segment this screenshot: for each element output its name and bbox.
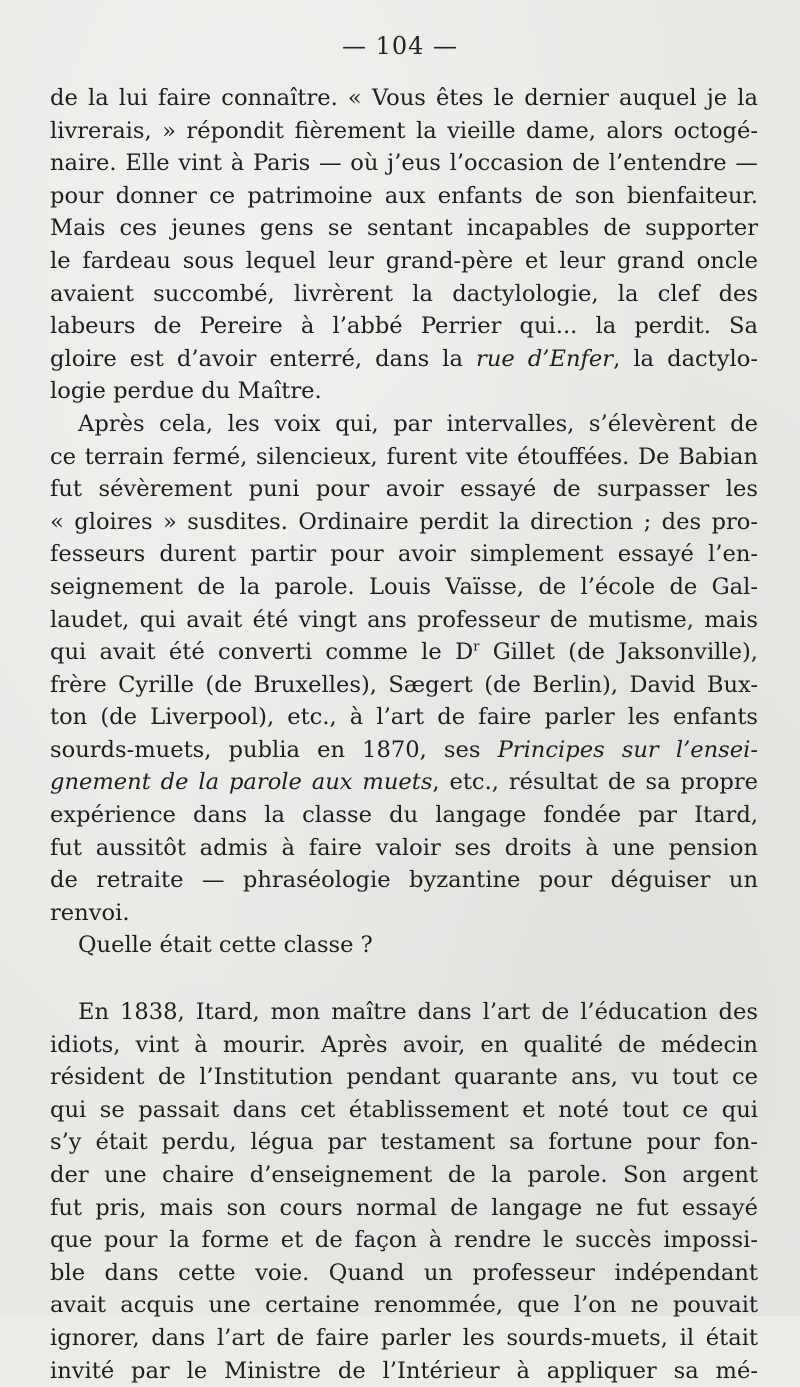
text-line: logie perdue du Maître. <box>50 378 322 405</box>
text-line: s’y était perdu, légua par testament sa fortune pour fon- <box>50 1129 758 1156</box>
text-line: idiots, vint à mourir. Après avoir, en qualité de médecin <box>50 1031 758 1058</box>
text-span: gloire est d’avoir enterré, dans la <box>50 345 477 372</box>
text-span: qui avait été converti comme le D <box>50 639 474 666</box>
superscript-text: r <box>473 639 480 655</box>
italic-text: gnement de la parole aux muets <box>50 769 433 796</box>
text-line: ignorer, dans l’art de faire parler les sourds-muets, il était <box>50 1324 758 1351</box>
text-line: Après cela, les voix qui, par intervalles, s’élevèrent de <box>78 410 758 437</box>
text-line: avait acquis une certaine renommée, que l’on ne pouvait <box>50 1292 758 1319</box>
text-line: En 1838, Itard, mon maître dans l’art de l’éducation des <box>78 999 758 1026</box>
text-line: livrerais, » répondit fièrement la vieille dame, alors octogé- <box>50 117 758 144</box>
text-line: Quelle était cette classe ? <box>78 932 373 959</box>
text-line: le fardeau sous lequel leur grand-père et leur grand oncle <box>50 247 758 274</box>
text-line <box>50 766 758 799</box>
text-line: labeurs de Pereire à l’abbé Perrier qui... la perdit. Sa <box>50 313 758 340</box>
text-line: fut pris, mais son cours normal de langage ne fut essayé <box>50 1194 758 1221</box>
text-line: qui se passait dans cet établissement et noté tout ce qui <box>50 1096 758 1123</box>
text-line: expérience dans la classe du langage fondée par Itard, <box>50 802 758 829</box>
text-line: laudet, qui avait été vingt ans professeur de mutisme, mais <box>50 606 758 633</box>
text-line: de la lui faire connaître. « Vous êtes le dernier auquel je la <box>50 85 758 111</box>
text-line: pour donner ce patrimoine aux enfants de son bienfaiteur. <box>50 182 758 209</box>
page-number: — 104 — <box>341 32 459 60</box>
text-line: avaient succombé, livrèrent la dactylologie, la clef des <box>50 280 758 307</box>
text-line: ble dans cette voie. Quand un professeur indépendant <box>50 1259 758 1286</box>
text-line: « gloires » susdites. Ordinaire perdit la direction ; des pro- <box>50 508 758 535</box>
italic-text: Principes sur l’ensei- <box>497 736 758 763</box>
italic-text: rue d’Enfer <box>476 345 614 372</box>
text-line: de retraite — phraséologie byzantine pour déguiser un <box>50 867 758 894</box>
text-line: fut aussitôt admis à faire valoir ses droits à une pension <box>50 834 758 861</box>
text-line: naire. Elle vint à Paris — où j’eus l’occasion de l’entendre — <box>50 150 758 177</box>
text-line: renvoi. <box>50 899 130 926</box>
text-line: frère Cyrille (de Bruxelles), Sægert (de Berlin), David Bux- <box>50 671 758 698</box>
text-line: ce terrain fermé, silencieux, furent vite étouffées. De Babian <box>50 443 758 470</box>
text-span: Gillet (de Jaksonville), <box>479 639 758 666</box>
text-line: ton (de Liverpool), etc., à l’art de faire parler les enfants <box>50 704 758 731</box>
text-line: seignement de la parole. Louis Vaïsse, de l’école de Gal- <box>50 573 758 600</box>
text-line: der une chaire d’enseignement de la parole. Son argent <box>50 1162 758 1188</box>
text-line <box>50 636 758 669</box>
body-text <box>50 82 758 1387</box>
text-line: invité par le Ministre de l’Intérieur à appliquer sa mé- <box>50 1357 758 1384</box>
text-line <box>50 343 758 376</box>
text-span: sourds-muets, publia en 1870, ses <box>50 736 498 763</box>
text-line <box>50 734 758 767</box>
text-line: Mais ces jeunes gens se sentant incapables de supporter <box>50 215 758 242</box>
text-span: , etc., résultat de sa propre <box>432 769 758 796</box>
text-span: , la dactylo- <box>613 345 758 372</box>
paragraph-gap <box>50 962 758 996</box>
text-line: fesseurs durent partir pour avoir simplement essayé l’en- <box>50 541 758 568</box>
text-line: résident de l’Institution pendant quarante ans, vu tout ce <box>50 1064 758 1091</box>
text-line: que pour la forme et de façon à rendre le succès impossi- <box>50 1227 758 1254</box>
text-line: fut sévèrement puni pour avoir essayé de surpasser les <box>50 476 758 503</box>
